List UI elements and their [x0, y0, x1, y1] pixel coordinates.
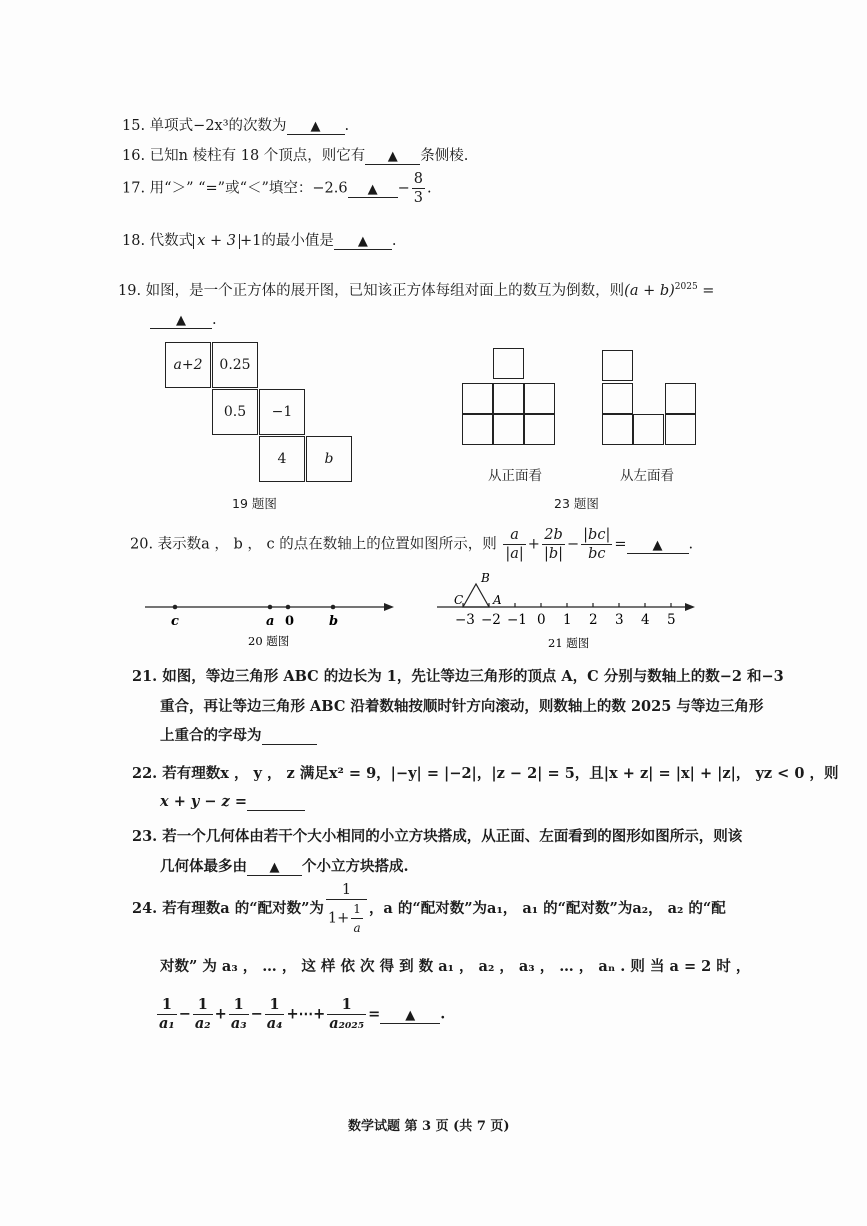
question-text: 若有理数a 的“配对数”为 [162, 900, 324, 917]
question-number: 20. [130, 536, 154, 553]
triangle-mark-icon: ▲ [310, 119, 321, 134]
numerator: 1 [265, 996, 285, 1015]
tick-label: 4 [641, 612, 650, 628]
question-number: 15. [122, 118, 146, 134]
view-square [665, 383, 696, 414]
period: . [391, 233, 397, 249]
question-number: 19. [118, 283, 142, 299]
answer-blank[interactable] [262, 727, 317, 745]
numerator: 1 [351, 900, 363, 919]
question-22 [132, 762, 839, 783]
question-24 [132, 881, 726, 937]
view-square [493, 383, 524, 414]
numerator: 1 [326, 881, 367, 900]
term [327, 996, 366, 1033]
question-text-line2: 重合，再让等边三角形 ABC 沿着数轴按顺时针方向滚动，则数轴上的数 2025 与等边三角形 [160, 698, 764, 715]
equals: = [614, 536, 627, 553]
minus: − [567, 536, 580, 553]
numerator: a [503, 526, 525, 545]
question-text-cont: ，a 的“配对数”为a₁， a₁ 的“配对数”为a₂， a₂ 的“配 [368, 900, 726, 917]
triangle-mark-icon: ▲ [357, 234, 368, 249]
question-text: 单项式−2x³的次数为 [149, 118, 287, 134]
answer-blank[interactable] [247, 793, 305, 811]
fraction [412, 170, 425, 207]
point-a [268, 605, 273, 610]
denominator: a₃ [230, 1015, 247, 1032]
point-c [173, 605, 178, 610]
axis-label: a [266, 614, 275, 629]
ellipsis: +⋯+ [286, 1005, 326, 1023]
net-cell: 0.5 [212, 389, 258, 435]
view-square [602, 383, 633, 414]
left-view-label: 从左面看 [620, 468, 674, 484]
triangle-mark-icon: ▲ [269, 860, 280, 875]
question-text: 代数式 [149, 233, 194, 249]
equals: = [368, 1005, 381, 1023]
question-15 [122, 114, 349, 135]
question-16 [122, 144, 468, 165]
question-18 [122, 229, 396, 250]
question-19-blank-line [150, 312, 217, 329]
period: . [427, 180, 432, 197]
question-17 [122, 170, 432, 207]
exponent: 2025 [674, 282, 698, 293]
triangle-mark-icon: ▲ [405, 1007, 416, 1023]
figure-caption: 20 题图 [248, 634, 290, 648]
question-23-line2 [160, 855, 409, 876]
view-square [524, 383, 555, 414]
figure-caption: 21 题图 [548, 636, 590, 650]
continued-fraction [326, 881, 367, 937]
question-text: 如图，是一个正方体的展开图，已知该正方体每组对面上的数互为倒数，则 [145, 283, 625, 299]
question-number: 18. [122, 233, 146, 249]
fraction [503, 526, 525, 563]
term [193, 996, 213, 1033]
question-text: 已知n 棱柱有 18 个顶点，则它有 [149, 148, 366, 164]
question-text-line2: 对数” 为 a₃ ， … ， 这 样 依 次 得 到 数 a₁ ， a₂ ， a₃ ， … ， aₙ . 则 当 a = 2 时 ， [160, 958, 751, 975]
numerator: 1 [327, 996, 366, 1015]
front-view-label: 从正面看 [488, 468, 542, 484]
question-20 [130, 526, 693, 563]
question-text: 表示数a ， b ， c 的点在数轴上的位置如图所示，则 [157, 536, 497, 553]
view-square [524, 414, 555, 445]
triangle-mark-icon: ▲ [176, 313, 186, 328]
answer-blank[interactable] [365, 148, 420, 165]
arrow-head-icon [685, 603, 695, 611]
denominator: 3 [413, 190, 424, 206]
inner-fraction [351, 900, 363, 937]
net-cell: b [306, 436, 352, 482]
numerator: 1 [157, 996, 177, 1015]
view-square [462, 383, 493, 414]
tick-label: 5 [667, 612, 676, 628]
term [265, 996, 285, 1033]
tick-label: 2 [589, 612, 598, 628]
plus: + [527, 536, 540, 553]
view-square [633, 414, 664, 445]
denominator [326, 900, 367, 937]
view-square [493, 348, 524, 379]
denominator: a₄ [266, 1015, 283, 1032]
question-number: 21. [132, 668, 158, 685]
answer-blank[interactable] [627, 537, 689, 554]
question-text-line2: x + y − z = [160, 793, 247, 810]
denominator: bc [588, 546, 606, 562]
question-22-line2 [160, 793, 305, 811]
axis-label: c [171, 614, 179, 629]
question-19 [118, 279, 714, 300]
question-23 [132, 825, 742, 846]
point-origin [286, 605, 291, 610]
numerator: |bc| [583, 527, 611, 543]
answer-blank[interactable] [348, 181, 398, 198]
point-b [331, 605, 336, 610]
minus-sign: − [397, 180, 410, 197]
vertex-label: C [454, 593, 464, 607]
question-text: 用“＞” “=”或“＜”填空：−2.6 [149, 180, 348, 197]
question-number: 22. [132, 765, 158, 782]
denominator: a₁ [159, 1015, 175, 1032]
question-text-after: +1的最小值是 [239, 233, 334, 249]
triangle-mark-icon: ▲ [387, 149, 398, 164]
axis-label: b [329, 614, 339, 629]
question-number: 16. [122, 148, 146, 164]
figure-caption: 19 题图 [232, 496, 277, 511]
arrow-head-icon [384, 603, 394, 611]
question-text-line3: 上重合的字母为 [160, 727, 262, 744]
net-cell: a+2 [165, 342, 211, 388]
answer-blank[interactable] [380, 1006, 440, 1024]
figure-caption: 23 题图 [554, 496, 599, 511]
numerator: 1 [229, 996, 249, 1015]
question-21-line3 [160, 724, 317, 745]
question-number: 23. [132, 828, 158, 845]
fraction [542, 526, 565, 563]
period: . [688, 536, 694, 553]
term [229, 996, 249, 1033]
denominator: a₂₀₂₅ [329, 1015, 365, 1032]
number-line-21 [432, 566, 702, 656]
answer-blank[interactable] [334, 233, 392, 250]
tick-label: −1 [507, 612, 527, 628]
axis-label: 0 [285, 614, 295, 629]
net-cell: 0.25 [212, 342, 258, 388]
tick-label: 1 [563, 612, 572, 628]
denominator: a₂ [194, 1015, 211, 1032]
question-21 [132, 665, 784, 686]
expression: (a + b) [624, 283, 675, 299]
question-text-line1: 如图，等边三角形 ABC 的边长为 1，先让等边三角形的顶点 A，C 分别与数轴上的数−2 和−3 [162, 668, 784, 685]
question-text-line1: 若一个几何体由若干个大小相同的小立方块搭成，从正面、左面看到的图形如图所示，则该 [162, 828, 743, 845]
equals: = [702, 283, 715, 299]
view-square [602, 350, 633, 381]
question-tail: 条侧棱. [420, 148, 469, 164]
question-text-line1: 若有理数x ， y ， z 满足x² = 9，|−y| = |−2|，|z − 2| = 5，且|x + z| = |x| + |z|， yz < 0 ，则 [162, 765, 839, 782]
tick-label: −2 [481, 612, 501, 628]
denominator: |a| [505, 546, 524, 562]
view-square [462, 414, 493, 445]
vertex-label: A [493, 593, 502, 607]
answer-blank[interactable] [247, 858, 302, 876]
view-square [493, 414, 524, 445]
question-text: 几何体最多由 [160, 858, 247, 875]
page-footer: 数学试题 第 3 页 (共 7 页) [348, 1119, 510, 1134]
tick-label: 0 [537, 612, 546, 628]
numerator: 8 [413, 171, 424, 187]
answer-blank[interactable] [287, 118, 345, 135]
term [157, 996, 177, 1033]
numerator: 1 [193, 996, 213, 1015]
view-square [602, 414, 633, 445]
triangle-mark-icon: ▲ [652, 537, 663, 553]
net-cell: 4 [259, 436, 305, 482]
tick-label: 3 [615, 612, 624, 628]
triangle-mark-icon: ▲ [367, 181, 378, 197]
period: . [344, 118, 350, 134]
fraction [581, 526, 612, 563]
answer-blank[interactable] [150, 312, 212, 329]
view-square [665, 414, 696, 445]
numerator: 2b [542, 526, 565, 545]
question-24-expression: $\frac{1}{\text{a₁}}$ − $\frac{1}{\text{a₂}}$ + $\frac{1}{\text{a₃}}$ − $\frac{1}{\text{a₄}}$ +⋯+ $\frac{1}{\text{a₂₀₂₅}}$ = ▲ . [159, 996, 446, 1032]
denominator: |b| [543, 546, 564, 562]
question-24-line2 [160, 955, 750, 976]
question-number: 17. [122, 180, 146, 197]
vertex-label: B [481, 571, 490, 585]
absolute-value-expr: x + 3 [193, 234, 240, 249]
question-21-line2 [160, 695, 763, 716]
tick-label: −3 [455, 612, 475, 628]
net-cell: −1 [259, 389, 305, 435]
number-line-20 [140, 592, 400, 652]
triangle-abc [463, 584, 489, 607]
question-number: 24. [132, 900, 158, 917]
question-tail: 个小立方块搭成. [302, 858, 409, 875]
period: . [212, 312, 217, 328]
denominator-part: 1+ [327, 910, 350, 927]
period: . [440, 1005, 446, 1023]
denominator: a [353, 921, 361, 935]
